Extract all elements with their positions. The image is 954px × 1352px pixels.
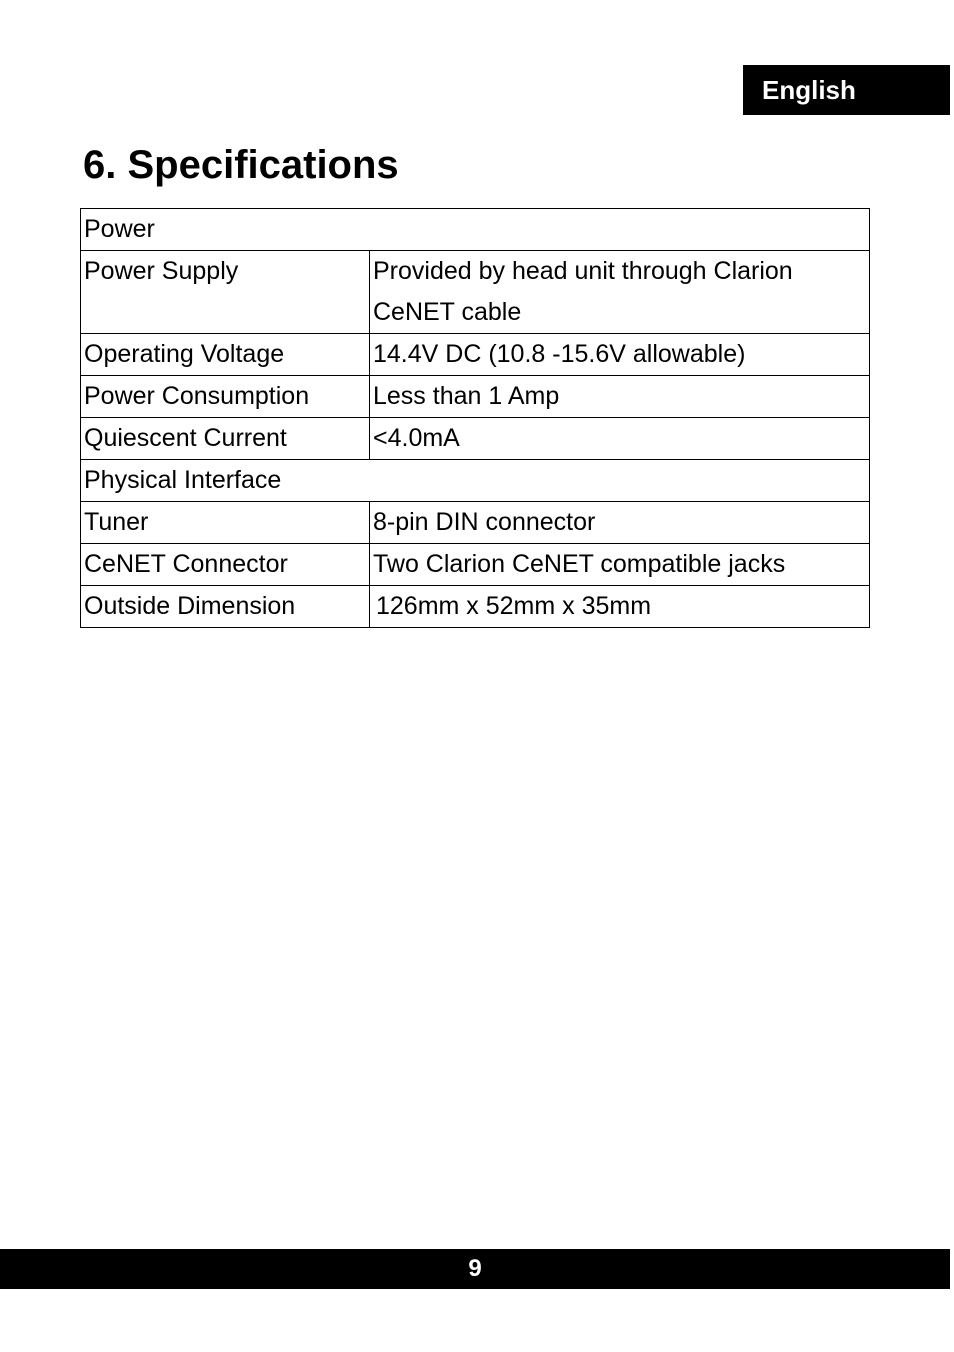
table-row bbox=[81, 502, 870, 544]
spec-value: <4.0mA bbox=[370, 418, 870, 460]
specifications-table bbox=[80, 208, 870, 628]
spec-label: Tuner bbox=[81, 502, 370, 544]
page-number-footer: 9 bbox=[0, 1249, 950, 1289]
spec-value-line: CeNET cable bbox=[373, 298, 522, 326]
spec-value: 8-pin DIN connector bbox=[370, 502, 870, 544]
page-title: 6. Specifications bbox=[83, 143, 399, 187]
spec-value bbox=[370, 251, 870, 334]
section-header-power: Power bbox=[81, 209, 870, 251]
table-section-row bbox=[81, 209, 870, 251]
language-tab: English bbox=[743, 65, 950, 115]
table-row bbox=[81, 544, 870, 586]
table-section-row bbox=[81, 460, 870, 502]
spec-label: Quiescent Current bbox=[81, 418, 370, 460]
spec-label: Power Supply bbox=[81, 251, 370, 334]
table-row bbox=[81, 251, 870, 334]
spec-value: Two Clarion CeNET compatible jacks bbox=[370, 544, 870, 586]
table-row bbox=[81, 376, 870, 418]
table-row bbox=[81, 418, 870, 460]
spec-label: Power Consumption bbox=[81, 376, 370, 418]
spec-value-line: Provided by head unit through Clarion bbox=[373, 257, 793, 285]
section-header-physical-interface: Physical Interface bbox=[81, 460, 870, 502]
table-row bbox=[81, 334, 870, 376]
spec-label: Operating Voltage bbox=[81, 334, 370, 376]
spec-value: Less than 1 Amp bbox=[370, 376, 870, 418]
spec-label: CeNET Connector bbox=[81, 544, 370, 586]
spec-value: 126mm x 52mm x 35mm bbox=[370, 586, 870, 628]
table-row bbox=[81, 586, 870, 628]
spec-label: Outside Dimension bbox=[81, 586, 370, 628]
spec-value: 14.4V DC (10.8 -15.6V allowable) bbox=[370, 334, 870, 376]
